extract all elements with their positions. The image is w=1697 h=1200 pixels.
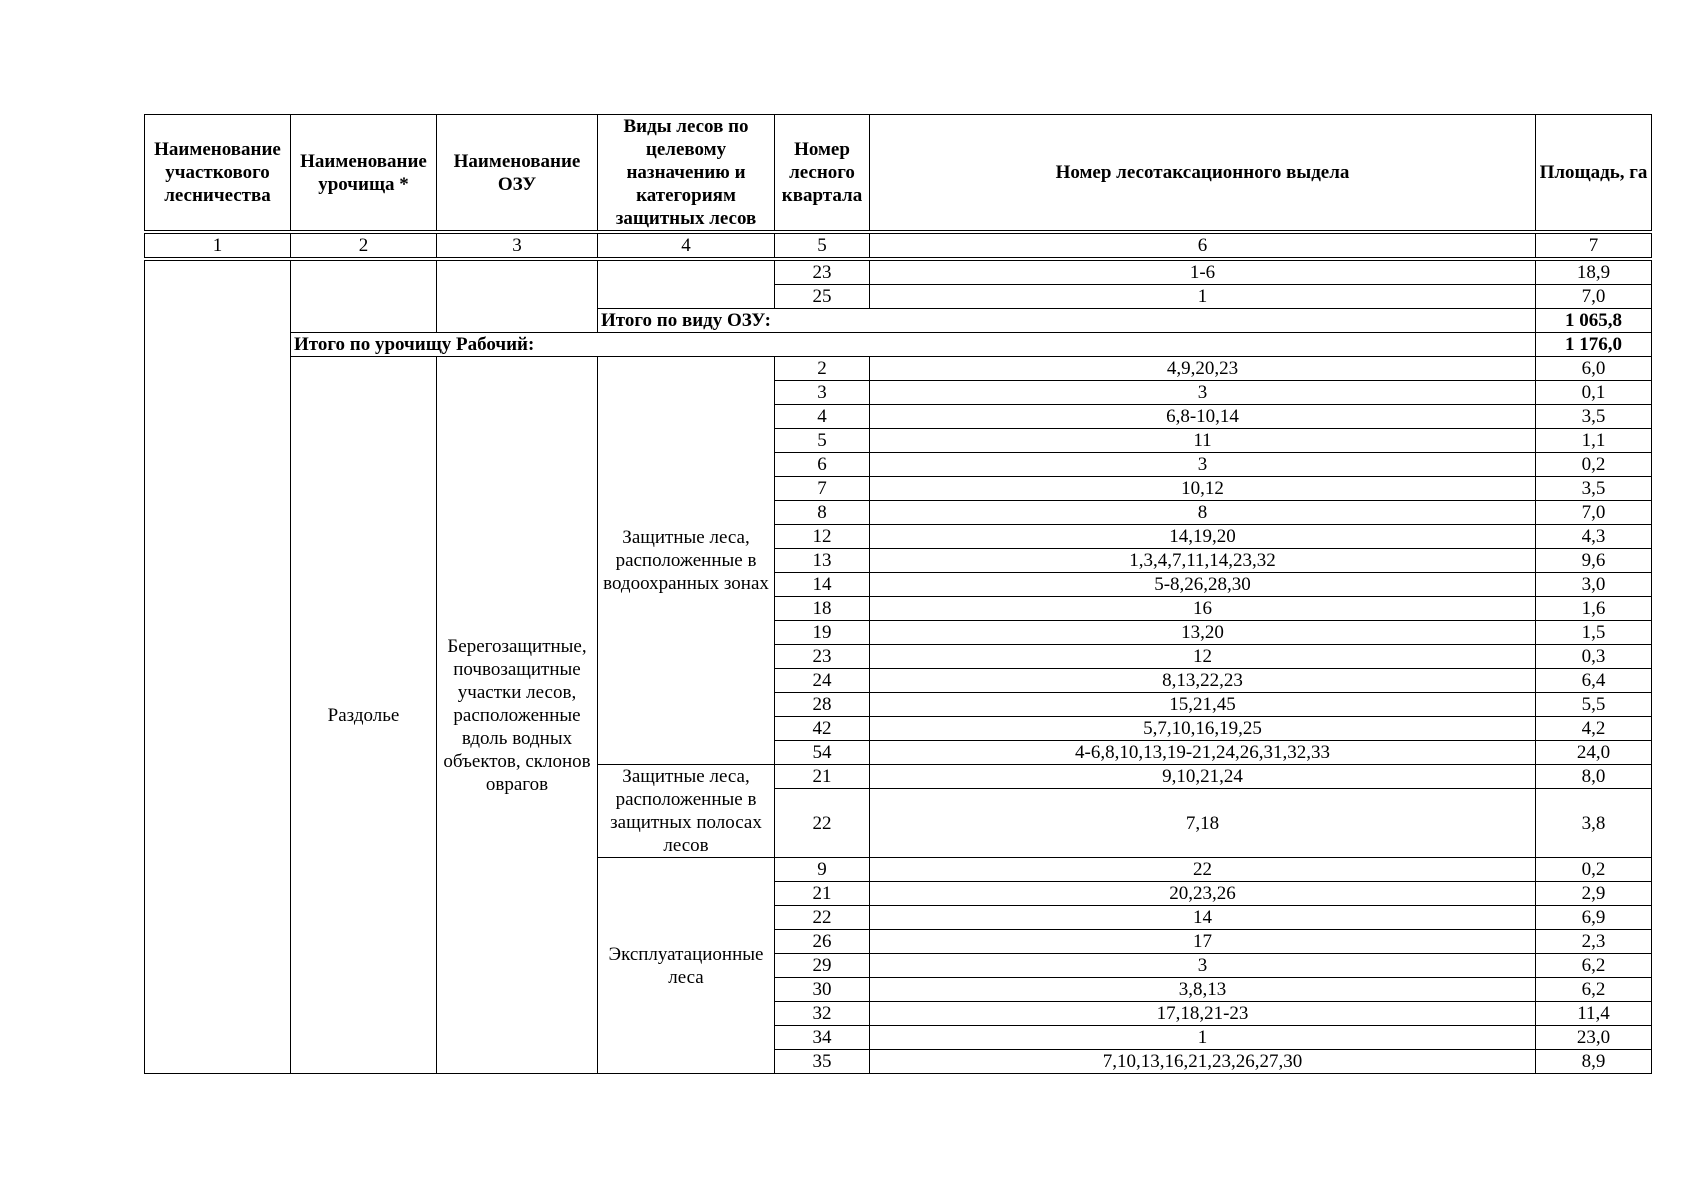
- allotment-cell: 1: [870, 285, 1536, 309]
- allotment-cell: 10,12: [870, 477, 1536, 501]
- quarter-cell: 8: [775, 501, 870, 525]
- col-number: 4: [598, 232, 775, 259]
- allotment-cell: 5-8,26,28,30: [870, 573, 1536, 597]
- col-number: 7: [1536, 232, 1652, 259]
- area-cell: 6,2: [1536, 954, 1652, 978]
- area-cell: 5,5: [1536, 693, 1652, 717]
- allotment-cell: 9,10,21,24: [870, 765, 1536, 789]
- allotment-cell: 20,23,26: [870, 882, 1536, 906]
- total-tract-area: 1 176,0: [1536, 333, 1652, 357]
- allotment-cell: 1,3,4,7,11,14,23,32: [870, 549, 1536, 573]
- header-forestry: Наименование участкового лесничества: [145, 115, 291, 233]
- allotment-cell: 12: [870, 645, 1536, 669]
- header-forest-kind: Виды лесов по целевому назначению и категориям защитных лесов: [598, 115, 775, 233]
- allotment-cell: 14: [870, 906, 1536, 930]
- col-number: 3: [437, 232, 598, 259]
- quarter-cell: 2: [775, 357, 870, 381]
- area-cell: 3,8: [1536, 789, 1652, 858]
- allotment-cell: 4,9,20,23: [870, 357, 1536, 381]
- quarter-cell: 21: [775, 765, 870, 789]
- forestry-cell: [145, 259, 291, 1074]
- allotment-cell: 3,8,13: [870, 978, 1536, 1002]
- quarter-cell: 9: [775, 858, 870, 882]
- forest-kind-cell: Эксплуатационные леса: [598, 858, 775, 1074]
- area-cell: 2,9: [1536, 882, 1652, 906]
- area-cell: 1,5: [1536, 621, 1652, 645]
- area-cell: 2,3: [1536, 930, 1652, 954]
- allotment-cell: 8,13,22,23: [870, 669, 1536, 693]
- area-cell: 1,6: [1536, 597, 1652, 621]
- area-cell: 7,0: [1536, 501, 1652, 525]
- area-cell: 0,2: [1536, 453, 1652, 477]
- area-cell: 11,4: [1536, 1002, 1652, 1026]
- tract-cell-prev: [291, 259, 437, 333]
- quarter-cell: 4: [775, 405, 870, 429]
- column-number-row: [145, 232, 1652, 259]
- quarter-cell: 30: [775, 978, 870, 1002]
- allotment-cell: 4-6,8,10,13,19-21,24,26,31,32,33: [870, 741, 1536, 765]
- quarter-cell: 28: [775, 693, 870, 717]
- area-cell: 1,1: [1536, 429, 1652, 453]
- quarter-cell: 23: [775, 259, 870, 285]
- quarter-cell: 13: [775, 549, 870, 573]
- area-cell: 0,2: [1536, 858, 1652, 882]
- quarter-cell: 25: [775, 285, 870, 309]
- area-cell: 9,6: [1536, 549, 1652, 573]
- quarter-cell: 29: [775, 954, 870, 978]
- quarter-cell: 24: [775, 669, 870, 693]
- allotment-cell: 22: [870, 858, 1536, 882]
- quarter-cell: 26: [775, 930, 870, 954]
- table-row: [145, 259, 1652, 285]
- quarter-cell: 42: [775, 717, 870, 741]
- allotment-cell: 11: [870, 429, 1536, 453]
- forest-table: [144, 114, 1652, 1074]
- table-row: [145, 357, 1652, 381]
- header-tract: Наименование урочища *: [291, 115, 437, 233]
- area-cell: 8,9: [1536, 1050, 1652, 1074]
- allotment-cell: 15,21,45: [870, 693, 1536, 717]
- allotment-cell: 3: [870, 453, 1536, 477]
- area-cell: 3,5: [1536, 477, 1652, 501]
- allotment-cell: 16: [870, 597, 1536, 621]
- quarter-cell: 3: [775, 381, 870, 405]
- area-cell: 6,2: [1536, 978, 1652, 1002]
- total-tract-row: [145, 333, 1652, 357]
- allotment-cell: 3: [870, 381, 1536, 405]
- area-cell: 6,4: [1536, 669, 1652, 693]
- area-cell: 3,5: [1536, 405, 1652, 429]
- quarter-cell: 14: [775, 573, 870, 597]
- allotment-cell: 14,19,20: [870, 525, 1536, 549]
- quarter-cell: 32: [775, 1002, 870, 1026]
- quarter-cell: 35: [775, 1050, 870, 1074]
- area-cell: 0,1: [1536, 381, 1652, 405]
- table-body: [145, 115, 1652, 1074]
- total-tract-label: Итого по урочищу Рабочий:: [291, 333, 1536, 357]
- area-cell: 3,0: [1536, 573, 1652, 597]
- header-allotment: Номер лесотаксационного выдела: [870, 115, 1536, 233]
- allotment-cell: 3: [870, 954, 1536, 978]
- quarter-cell: 5: [775, 429, 870, 453]
- area-cell: 7,0: [1536, 285, 1652, 309]
- allotment-cell: 1-6: [870, 259, 1536, 285]
- area-cell: 18,9: [1536, 259, 1652, 285]
- area-cell: 4,2: [1536, 717, 1652, 741]
- col-number: 1: [145, 232, 291, 259]
- allotment-cell: 8: [870, 501, 1536, 525]
- allotment-cell: 13,20: [870, 621, 1536, 645]
- area-cell: 6,9: [1536, 906, 1652, 930]
- kind-cell-prev: [598, 259, 775, 309]
- allotment-cell: 17: [870, 930, 1536, 954]
- header-row: [145, 115, 1652, 233]
- forest-kind-cell: Защитные леса, расположенные в защитных полосах лесов: [598, 765, 775, 858]
- header-quarter: Номер лесного квартала: [775, 115, 870, 233]
- header-ozu: Наименование ОЗУ: [437, 115, 598, 233]
- quarter-cell: 7: [775, 477, 870, 501]
- quarter-cell: 22: [775, 789, 870, 858]
- total-ozu-label: Итого по виду ОЗУ:: [598, 309, 1536, 333]
- col-number: 2: [291, 232, 437, 259]
- quarter-cell: 19: [775, 621, 870, 645]
- allotment-cell: 6,8-10,14: [870, 405, 1536, 429]
- quarter-cell: 18: [775, 597, 870, 621]
- area-cell: 24,0: [1536, 741, 1652, 765]
- ozu-cell-prev: [437, 259, 598, 333]
- area-cell: 0,3: [1536, 645, 1652, 669]
- allotment-cell: 7,10,13,16,21,23,26,27,30: [870, 1050, 1536, 1074]
- area-cell: 4,3: [1536, 525, 1652, 549]
- tract-name-cell: Раздолье: [291, 357, 437, 1074]
- quarter-cell: 23: [775, 645, 870, 669]
- area-cell: 6,0: [1536, 357, 1652, 381]
- header-area: Площадь, га: [1536, 115, 1652, 233]
- col-number: 6: [870, 232, 1536, 259]
- allotment-cell: 17,18,21-23: [870, 1002, 1536, 1026]
- quarter-cell: 12: [775, 525, 870, 549]
- ozu-name-cell: Берегозащитные, почвозащитные участки лесов, расположенные вдоль водных объектов, склонов оврагов: [437, 357, 598, 1074]
- forest-kind-cell: Защитные леса, расположенные в водоохранных зонах: [598, 357, 775, 765]
- quarter-cell: 21: [775, 882, 870, 906]
- quarter-cell: 6: [775, 453, 870, 477]
- quarter-cell: 34: [775, 1026, 870, 1050]
- area-cell: 8,0: [1536, 765, 1652, 789]
- allotment-cell: 5,7,10,16,19,25: [870, 717, 1536, 741]
- col-number: 5: [775, 232, 870, 259]
- quarter-cell: 22: [775, 906, 870, 930]
- allotment-cell: 7,18: [870, 789, 1536, 858]
- total-ozu-area: 1 065,8: [1536, 309, 1652, 333]
- area-cell: 23,0: [1536, 1026, 1652, 1050]
- quarter-cell: 54: [775, 741, 870, 765]
- allotment-cell: 1: [870, 1026, 1536, 1050]
